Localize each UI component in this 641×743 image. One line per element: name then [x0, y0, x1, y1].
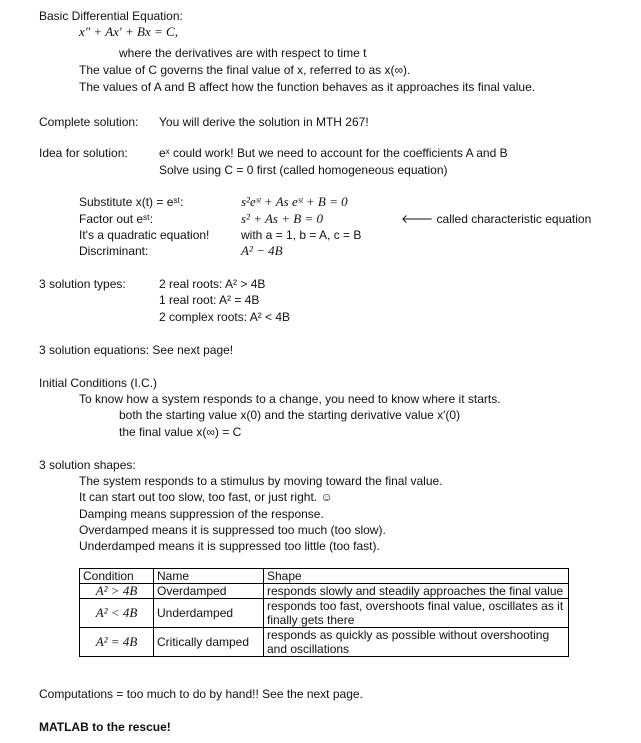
table-row [80, 584, 569, 599]
intro-line: where the derivatives are with respect to time t [119, 46, 367, 60]
complete-solution-text: You will derive the solution in MTH 267! [159, 115, 369, 129]
table-cell: A² > 4B [80, 584, 154, 599]
complete-solution-label: Complete solution: [39, 115, 139, 129]
table-cell: Critically damped [154, 628, 264, 657]
step-label: Substitute x(t) = eˢᵗ: [79, 195, 184, 209]
characteristic-note: 🡐 called characteristic equation [401, 212, 592, 226]
initial-conditions-line: both the starting value x(0) and the starting derivative value x′(0) [119, 408, 461, 422]
table-header: Condition [80, 569, 154, 584]
step-value: s²eˢᵗ + As eˢᵗ + B = 0 [241, 194, 348, 209]
initial-conditions-line: the final value x(∞) = C [119, 425, 242, 439]
step-label: Discriminant: [79, 244, 149, 258]
intro-line: The values of A and B affect how the function behaves as it approaches its final value. [79, 80, 536, 94]
table-cell: responds too fast, overshoots final value, oscillates as it finally gets there [264, 599, 569, 628]
characteristic-equation: s² + As + B = 0 [241, 211, 323, 226]
table-header-row [80, 569, 569, 584]
solution-type: 1 real root: A² = 4B [159, 293, 260, 307]
table-row [80, 628, 569, 657]
shapes-line: The system responds to a stimulus by moving toward the final value. [79, 474, 443, 488]
table-row [80, 599, 569, 628]
table-cell: Overdamped [154, 584, 264, 599]
shapes-line: Damping means suppression of the response. [79, 507, 324, 521]
solution-types-label: 3 solution types: [39, 277, 126, 291]
step-value: with a = 1, b = A, c = B [241, 228, 362, 242]
idea-line: eˣ could work! But we need to account for the coefficients A and B [159, 146, 508, 160]
shapes-line: Overdamped means it is suppressed too much (too slow). [79, 523, 386, 537]
idea-label: Idea for solution: [39, 146, 128, 160]
table-header: Shape [264, 569, 569, 584]
step-label: It's a quadratic equation! [79, 228, 210, 242]
damping-table [79, 568, 569, 657]
main-equation: x″ + Ax′ + Bx = C, [79, 24, 178, 39]
solution-type: 2 complex roots: A² < 4B [159, 310, 291, 324]
table-cell: A² = 4B [80, 628, 154, 657]
table-cell: Underdamped [154, 599, 264, 628]
initial-conditions-line: To know how a system responds to a change, you need to know where it starts. [79, 392, 501, 406]
intro-line: The value of C governs the final value of x, referred to as x(∞). [79, 63, 411, 77]
matlab-rescue: MATLAB to the rescue! [39, 720, 171, 734]
idea-line: Solve using C = 0 first (called homogeneous equation) [159, 163, 448, 177]
solution-type: 2 real roots: A² > 4B [159, 277, 266, 291]
initial-conditions-heading: Initial Conditions (I.C.) [39, 376, 158, 390]
table-header: Name [154, 569, 264, 584]
step-label: Factor out eˢᵗ: [79, 212, 154, 226]
shapes-line: Underdamped means it is suppressed too little (too fast). [79, 539, 380, 553]
table-cell: responds slowly and steadily approaches the final value [264, 584, 569, 599]
solution-equations: 3 solution equations: See next page! [39, 343, 234, 357]
computations: Computations = too much to do by hand!! See the next page. [39, 687, 363, 701]
heading: Basic Differential Equation: [39, 9, 183, 23]
shapes-line: It can start out too slow, too fast, or just right. ☺ [79, 490, 333, 504]
table-cell: A² < 4B [80, 599, 154, 628]
table-cell: responds as quickly as possible without overshooting and oscillations [264, 628, 569, 657]
discriminant: A² − 4B [241, 243, 283, 258]
shapes-heading: 3 solution shapes: [39, 458, 136, 472]
